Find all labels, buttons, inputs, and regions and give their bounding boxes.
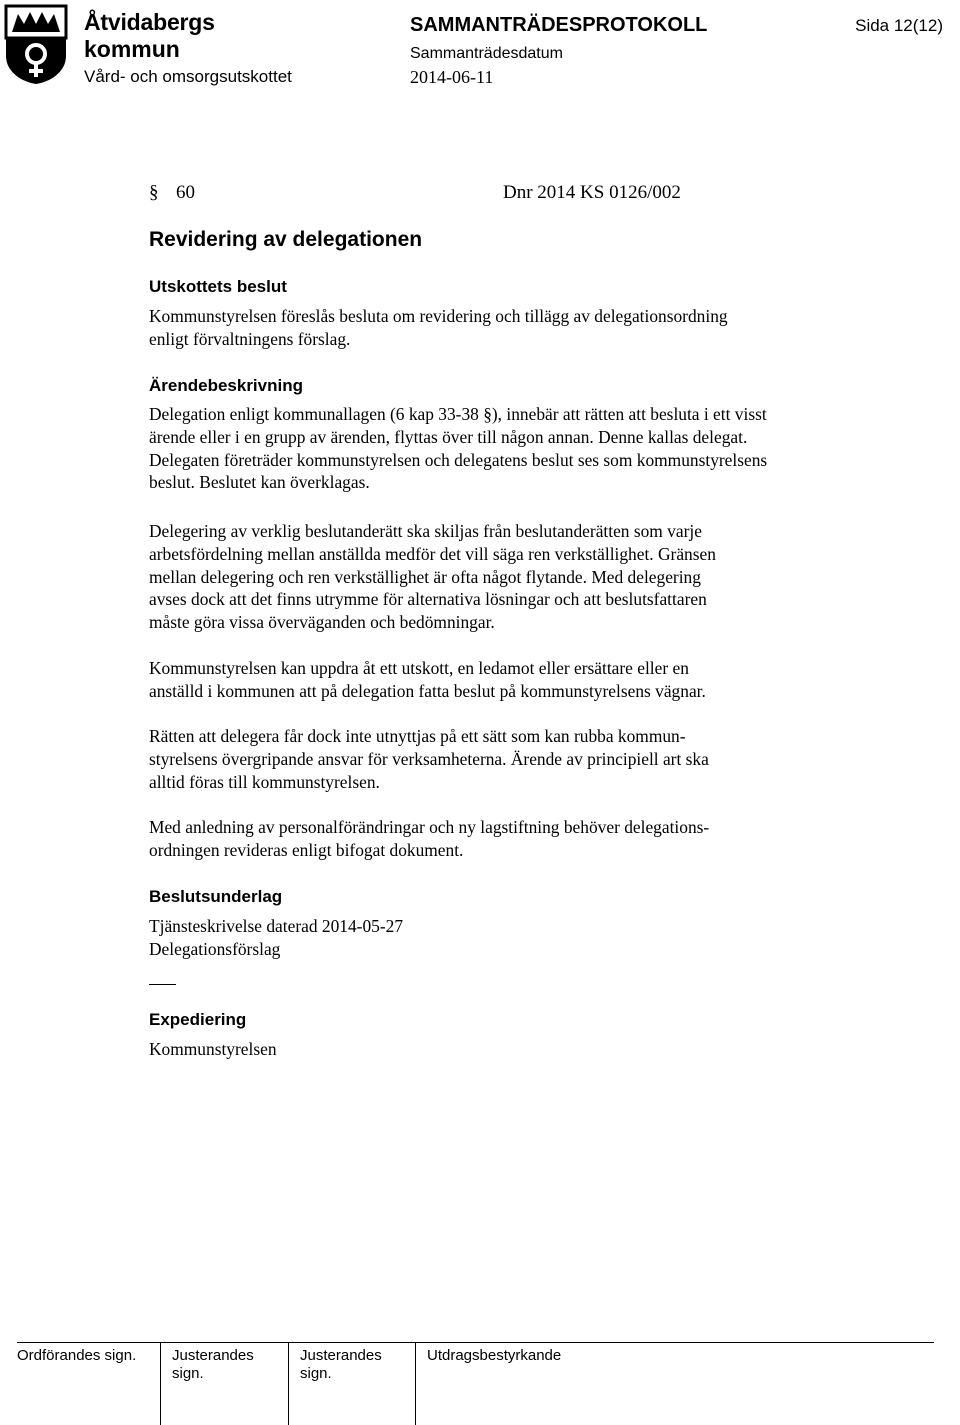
list-item: Delegationsförslag [149, 938, 281, 959]
page-number: Sida 12(12) [855, 16, 943, 35]
text-line: Kommunstyrelsen föreslås besluta om revidering och tillägg av delegationsordning [149, 306, 728, 326]
text-line: ordningen revideras enligt bifogat dokument. [149, 839, 464, 860]
text-line: mellan delegering och ren verkställighet är ofta något flytande. Med delegering [149, 566, 701, 587]
atvidaberg-coat-of-arms-icon [4, 4, 68, 86]
signature-cell-adjuster-1 [160, 1343, 288, 1425]
dispatch-heading: Expediering [149, 1010, 247, 1029]
org-unit: Vård- och omsorgsutskottet [84, 67, 292, 86]
signature-label: sign. [172, 1365, 204, 1382]
dispatch-list [149, 1038, 839, 1061]
decision-text [149, 305, 839, 351]
divider [149, 984, 176, 985]
text-line: Med anledning av personalförändringar och ny lagstiftning behöver delegations- [149, 817, 710, 837]
text-line: enligt förvaltningens förslag. [149, 328, 351, 349]
list-item: Kommunstyrelsen [149, 1039, 277, 1059]
signature-label: Justerandes [172, 1347, 254, 1364]
basis-list [149, 915, 839, 961]
text-line: alltid föras till kommunstyrelsen. [149, 771, 380, 792]
dnr: Dnr 2014 KS 0126/002 [503, 182, 681, 203]
item-title: Revidering av delegationen [149, 228, 423, 251]
decision-heading: Utskottets beslut [149, 277, 287, 296]
description-paragraph [149, 657, 839, 703]
text-line: måste göra vissa överväganden och bedömningar. [149, 612, 495, 633]
signature-table [17, 1342, 934, 1425]
description-paragraph [149, 816, 839, 862]
description-paragraph [149, 403, 839, 494]
signature-label: Ordförandes sign. [17, 1347, 137, 1364]
signature-label: Justerandes [300, 1347, 382, 1364]
document-type: SAMMANTRÄDESPROTOKOLL [410, 14, 708, 36]
item-number [149, 182, 195, 204]
text-line: Delegation enligt kommunallagen (6 kap 33-38 §), innebär att rätten att besluta i ett visst [149, 404, 767, 424]
text-line: anställd i kommunen att på delegation fatta beslut på kommunstyrelsens vägnar. [149, 680, 706, 701]
text-line: styrelsens övergripande ansvar för verksamheterna. Ärende av principiell art ska [149, 748, 709, 769]
signature-label: sign. [300, 1365, 332, 1382]
signature-cell-chair [17, 1343, 160, 1425]
meeting-date: 2014-06-11 [410, 67, 494, 87]
org-name: Åtvidabergs [84, 9, 215, 35]
description-paragraph [149, 520, 839, 634]
item-number-value: 60 [176, 182, 195, 203]
text-line: Kommunstyrelsen kan uppdra åt ett utskott, en ledamot eller ersättare eller en [149, 658, 689, 678]
text-line: avses dock att det finns utrymme för alternativa lösningar och att beslutsfattaren [149, 589, 707, 610]
basis-heading: Beslutsunderlag [149, 887, 283, 906]
signature-cell-extract [415, 1343, 934, 1425]
text-line: Delegaten företräder kommunstyrelsen och delegatens beslut ses som kommunstyrelsens [149, 449, 768, 470]
text-line: beslut. Beslutet kan överklagas. [149, 472, 370, 493]
list-item: Tjänsteskrivelse daterad 2014-05-27 [149, 916, 404, 936]
text-line: Delegering av verklig beslutanderätt ska skiljas från beslutanderätten som varje [149, 521, 702, 541]
org-name-suffix: kommun [84, 36, 180, 62]
meeting-date-label: Sammanträdesdatum [410, 45, 563, 62]
description-heading: Ärendebeskrivning [149, 376, 303, 395]
signature-label: Utdragsbestyrkande [427, 1347, 562, 1364]
section-sign: § [149, 182, 159, 203]
signature-cell-adjuster-2 [288, 1343, 415, 1425]
text-line: Rätten att delegera får dock inte utnyttjas på ett sätt som kan rubba kommun- [149, 726, 686, 746]
text-line: arbetsfördelning mellan anställda medför det vill säga ren verkställighet. Gränsen [149, 543, 716, 564]
description-paragraph [149, 725, 839, 793]
text-line: ärende eller i en grupp av ärenden, flyttas över till någon annan. Denne kallas delegat. [149, 426, 748, 447]
